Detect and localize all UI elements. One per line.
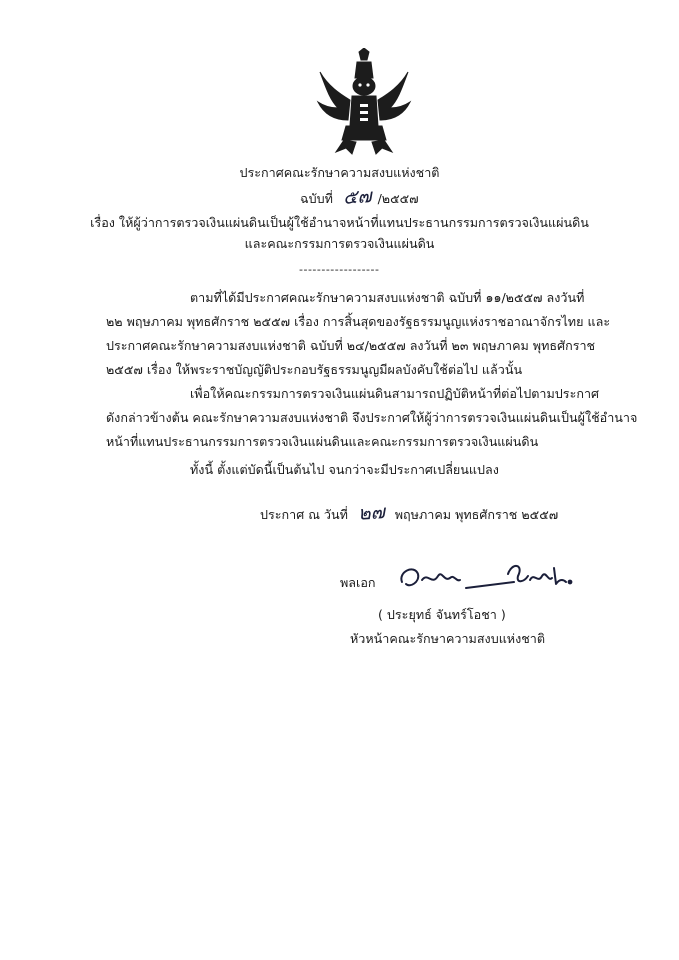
garuda-emblem-icon [316, 48, 412, 158]
body-p3: ทั้งนี้ ตั้งแต่บัดนี้เป็นต้นไป จนกว่าจะมีประกาศเปลี่ยนแปลง [190, 462, 499, 477]
body-p2-line-3: หน้าที่แทนประธานกรรมการตรวจเงินแผ่นดินและคณะกรรมการตรวจเงินแผ่นดิน [106, 434, 539, 449]
date-prefix: ประกาศ ณ วันที่ [260, 507, 348, 522]
body-p1-line-4: ๒๕๕๗ เรื่อง ให้พระราชบัญญัติประกอบรัฐธรรมนูญมีผลบังคับใช้ต่อไป แล้วนั้น [106, 362, 523, 377]
body-p2-line-2: ดังกล่าวข้างต้น คณะรักษาความสงบแห่งชาติ จึงประกาศให้ผู้ว่าการตรวจเงินแผ่นดินเป็นผู้ใช้อำนาจ [106, 410, 638, 425]
signatory-name: ( ประยุทธ์ จันทร์โอชา ) [378, 607, 506, 622]
body-p2-line-1: เพื่อให้คณะกรรมการตรวจเงินแผ่นดินสามารถปฏิบัติหน้าที่ต่อไปตามประกาศ [190, 386, 600, 401]
signatory-rank: พลเอก [340, 575, 376, 590]
issue-number-handwritten: ๕๗ [342, 185, 373, 209]
subject-line-1: เรื่อง ให้ผู้ว่าการตรวจเงินแผ่นดินเป็นผู้ใช้อำนาจหน้าที่แทนประธานกรรมการตรวจเงินแผ่นดิน [90, 215, 589, 230]
body-p1-line-3: ประกาศคณะรักษาความสงบแห่งชาติ ฉบับที่ ๒๔/๒๕๕๗ ลงวันที่ ๒๓ พฤษภาคม พุทธศักราช [106, 338, 596, 353]
issue-year: /๒๕๕๗ [377, 191, 419, 206]
date-suffix: พฤษภาคม พุทธศักราช ๒๕๕๗ [394, 507, 559, 522]
body-p1-line-1: ตามที่ได้มีประกาศคณะรักษาความสงบแห่งชาติ ฉบับที่ ๑๑/๒๕๕๗ ลงวันที่ [190, 290, 585, 305]
date-line [260, 501, 559, 525]
date-day-handwritten: ๒๗ [357, 501, 386, 525]
handwritten-signature [396, 560, 576, 596]
signatory-position: หัวหน้าคณะรักษาความสงบแห่งชาติ [350, 631, 546, 646]
issue-number-line [300, 185, 419, 209]
issue-prefix: ฉบับที่ [300, 191, 333, 206]
announcement-title: ประกาศคณะรักษาความสงบแห่งชาติ [239, 165, 440, 180]
body-p1-line-2: ๒๒ พฤษภาคม พุทธศักราช ๒๕๕๗ เรื่อง การสิ้นสุดของรัฐธรรมนูญแห่งราชอาณาจักรไทย และ [106, 314, 611, 329]
header-divider: ------------------ [299, 263, 380, 276]
subject-line-2: และคณะกรรมการตรวจเงินแผ่นดิน [244, 236, 435, 251]
